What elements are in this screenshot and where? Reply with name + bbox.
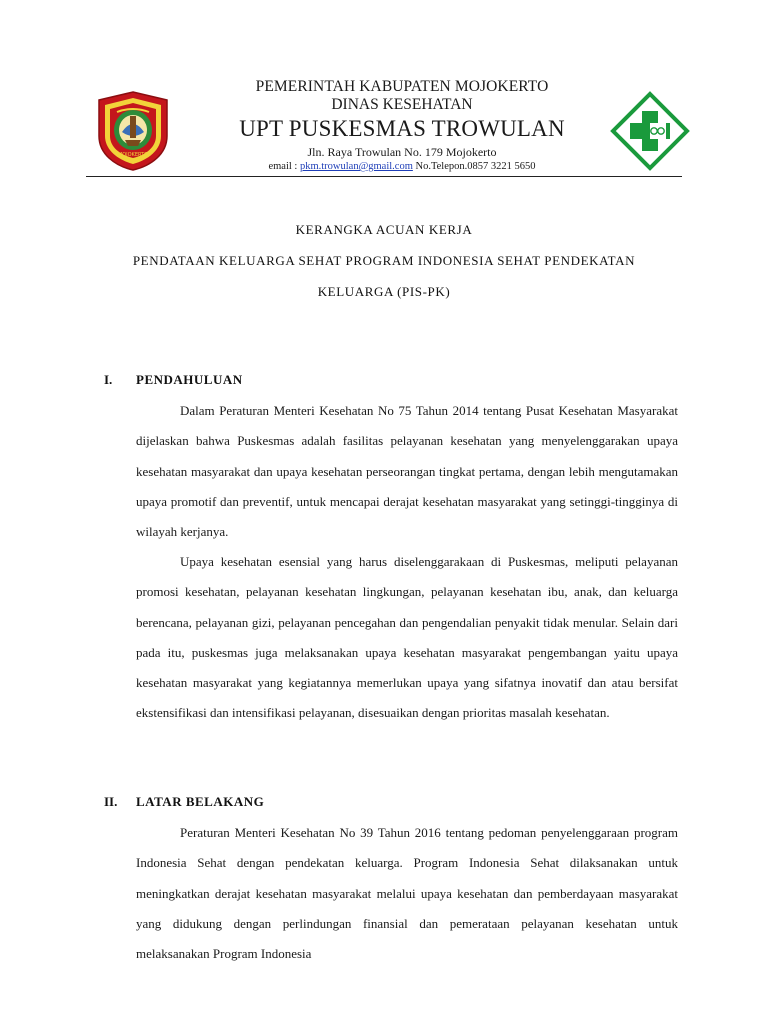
puskesmas-cross-icon (610, 91, 690, 171)
paragraph: Upaya kesehatan esensial yang harus diselenggarakaan di Puskesmas, meliputi pelayanan promosi kesehatan, pelayanan kesehatan lingkungan, pelayanan kesehatan ibu, anak, dan keluarga berencana, pelayanan gizi, pelayanan pencegahan dan pengendalian penyakit tidak menular. Selain dari pada itu, puskesmas juga melaksanakan upaya kesehatan masyarakat pengembangan yaitu upaya kesehatan masyarakat yang kegiatannya memerlukan upaya yang sifatnya inovatif dan atau bersifat ekstensifikasi dan intensifikasi pelayanan, disesuaikan dengan prioritas masalah kesehatan. (136, 554, 678, 721)
svg-text:MOJOKERTO: MOJOKERTO (117, 152, 149, 158)
letterhead (0, 78, 768, 178)
email-label: email : (268, 161, 300, 172)
kabupaten-emblem-icon (95, 90, 171, 172)
document-subtitle-line1: PENDATAAN KELUARGA SEHAT PROGRAM INDONESIA SEHAT PENDEKATAN (132, 253, 636, 268)
contact-line (200, 160, 604, 174)
department-name: DINAS KESEHATAN (331, 96, 473, 113)
institution-name: UPT PUSKESMAS TROWULAN (239, 116, 565, 141)
section-heading-pendahuluan: PENDAHULUAN (136, 372, 243, 387)
section-heading-latar-belakang: LATAR BELAKANG (136, 794, 265, 809)
phone-number: No.Telepon.0857 3221 5650 (412, 161, 536, 172)
address: Jln. Raya Trowulan No. 179 Mojokerto (307, 145, 497, 159)
document-subtitle-line2: KELUARGA (PIS-PK) (317, 284, 451, 299)
government-name: PEMERINTAH KABUPATEN MOJOKERTO (255, 78, 549, 95)
section-number: I. (104, 372, 113, 387)
letterhead-divider (86, 176, 682, 177)
email-link[interactable]: pkm.trowulan@gmail.com (299, 161, 413, 172)
section-number: II. (104, 794, 118, 809)
paragraph: Peraturan Menteri Kesehatan No 39 Tahun 2016 tentang pedoman penyelenggaraan program Indonesia Sehat dengan pendekatan keluarga. Program Indonesia Sehat dilaksanakan untuk meningkatkan derajat kesehatan masyarakat melalui upaya kesehatan dan pemberdayaan masyarakat yang didukung dengan perlindungan finansial dan pemerataan pelayanan kesehatan untuk melaksanakan Program Indonesia (136, 825, 678, 962)
document-title: KERANGKA ACUAN KERJA (295, 222, 473, 237)
paragraph: Dalam Peraturan Menteri Kesehatan No 75 Tahun 2014 tentang Pusat Kesehatan Masyarakat dijelaskan bahwa Puskesmas adalah fasilitas pelayanan kesehatan yang menyelenggarakan upaya kesehatan masyarakat dan upaya kesehatan perseorangan tingkat pertama, dengan lebih mengutamakan upaya promotif dan preventif, untuk mencapai derajat kesehatan masyarakat yang setinggi-tingginya di wilayah kerjanya. (136, 403, 678, 540)
letterhead-text (200, 78, 604, 174)
